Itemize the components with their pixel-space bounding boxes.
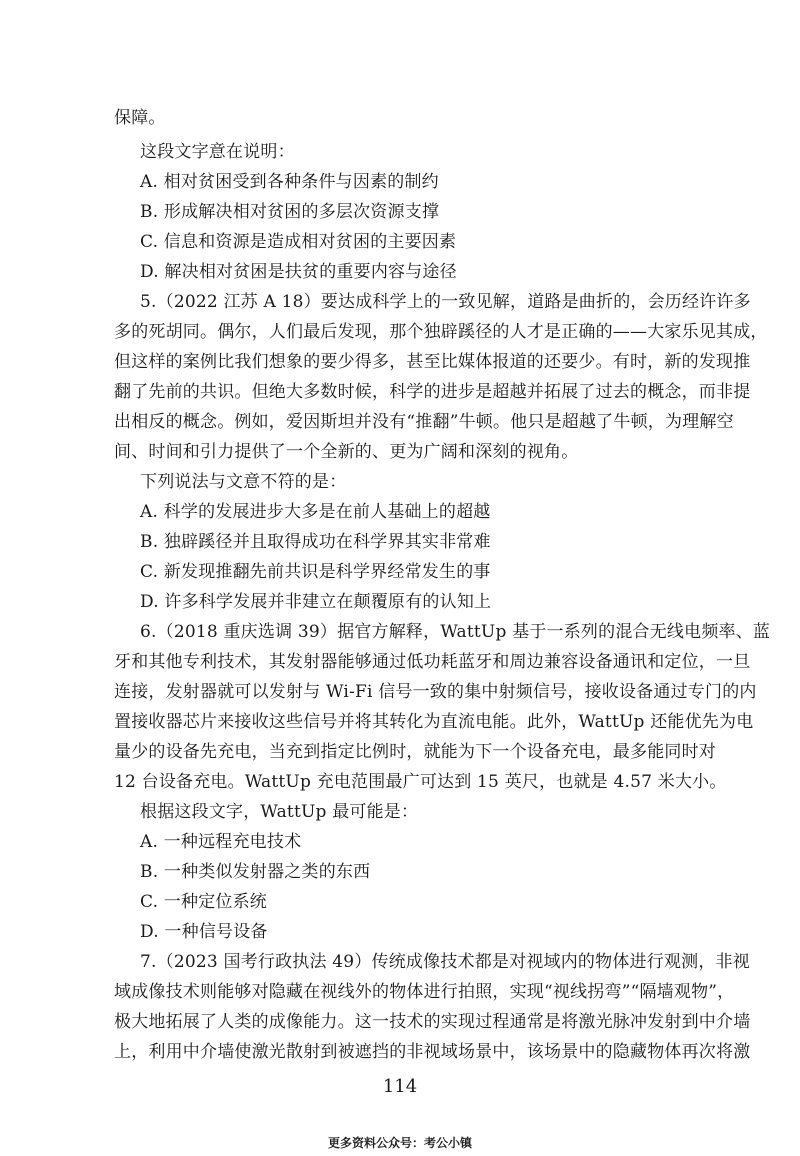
- text-line: 12 台设备充电。WattUp 充电范围最广可达到 15 英尺，也就是 4.57 米大小。: [114, 772, 727, 792]
- question-prompt: 根据这段文字，WattUp 最可能是：: [140, 802, 419, 822]
- question-prompt: 下列说法与文意不符的是：: [140, 472, 347, 492]
- text-line: 置接收器芯片来接收这些信号并将其转化为直流电能。此外，WattUp 还能优先为电: [114, 712, 754, 732]
- text-line: 极大地拓展了人类的成像能力。这一技术的实现过程通常是将激光脉冲发射到中介墙: [114, 1012, 751, 1032]
- text-line: 出相反的概念。例如，爱因斯坦并没有“推翻”牛顿。他只是超越了牛顿，为理解空: [114, 412, 734, 432]
- option-b: B. 独辟蹊径并且取得成功在科学界其实非常难: [140, 532, 491, 552]
- question-6-start: 6.（2018 重庆选调 39）据官方解释，WattUp 基于一系列的混合无线电频率、蓝: [140, 622, 771, 642]
- text-line: 间、时间和引力提供了一个全新的、更为广阔和深刻的视角。: [114, 442, 579, 462]
- question-7-start: 7.（2023 国考行政执法 49）传统成像技术都是对视域内的物体进行观测，非视: [140, 952, 750, 972]
- option-c: C. 新发现推翻先前共识是科学界经常发生的事: [140, 562, 491, 582]
- option-c: C. 信息和资源是造成相对贫困的主要因素: [140, 232, 457, 252]
- text-line: 但这样的案例比我们想象的要少得多，甚至比媒体报道的还要少。有时，新的发现推: [114, 352, 751, 372]
- text-line: 多的死胡同。偶尔，人们最后发现，那个独辟蹊径的人才是正确的——大家乐见其成，: [114, 322, 768, 342]
- option-a: A. 科学的发展进步大多是在前人基础上的超越: [140, 502, 491, 522]
- option-a: A. 一种远程充电技术: [140, 832, 302, 852]
- text-line: 保障。: [114, 108, 166, 128]
- question-prompt: 这段文字意在说明：: [140, 142, 295, 162]
- option-d: D. 解决相对贫困是扶贫的重要内容与途径: [140, 262, 457, 282]
- text-line: 翻了先前的共识。但绝大多数时候，科学的进步是超越并拓展了过去的概念，而非提: [114, 382, 751, 402]
- option-b: B. 形成解决相对贫困的多层次资源支撑: [140, 202, 440, 222]
- page-number: 114: [382, 1076, 418, 1097]
- option-d: D. 许多科学发展并非建立在颠覆原有的认知上: [140, 592, 492, 612]
- option-c: C. 一种定位系统: [140, 892, 268, 912]
- option-d: D. 一种信号设备: [140, 922, 268, 942]
- footer-watermark: 更多资料公众号：考公小镇: [327, 1136, 472, 1150]
- option-a: A. 相对贫困受到各种条件与因素的制约: [140, 172, 439, 192]
- text-line: 牙和其他专利技术，其发射器能够通过低功耗蓝牙和周边兼容设备通讯和定位，一旦: [114, 652, 751, 672]
- text-line: 量少的设备先充电，当充到指定比例时，就能为下一个设备充电，最多能同时对: [114, 742, 716, 762]
- text-line: 上，利用中介墙使激光散射到被遮挡的非视域场景中，该场景中的隐藏物体再次将激: [114, 1042, 751, 1062]
- text-line: 域成像技术则能够对隐藏在视线外的物体进行拍照，实现“视线拐弯”“隔墙观物”，: [114, 982, 735, 1002]
- option-b: B. 一种类似发射器之类的东西: [140, 862, 371, 882]
- question-5-start: 5.（2022 江苏 A 18）要达成科学上的一致见解，道路是曲折的，会历经许许多: [140, 292, 751, 312]
- text-line: 连接，发射器就可以发射与 Wi-Fi 信号一致的集中射频信号，接收设备通过专门的内: [114, 682, 757, 702]
